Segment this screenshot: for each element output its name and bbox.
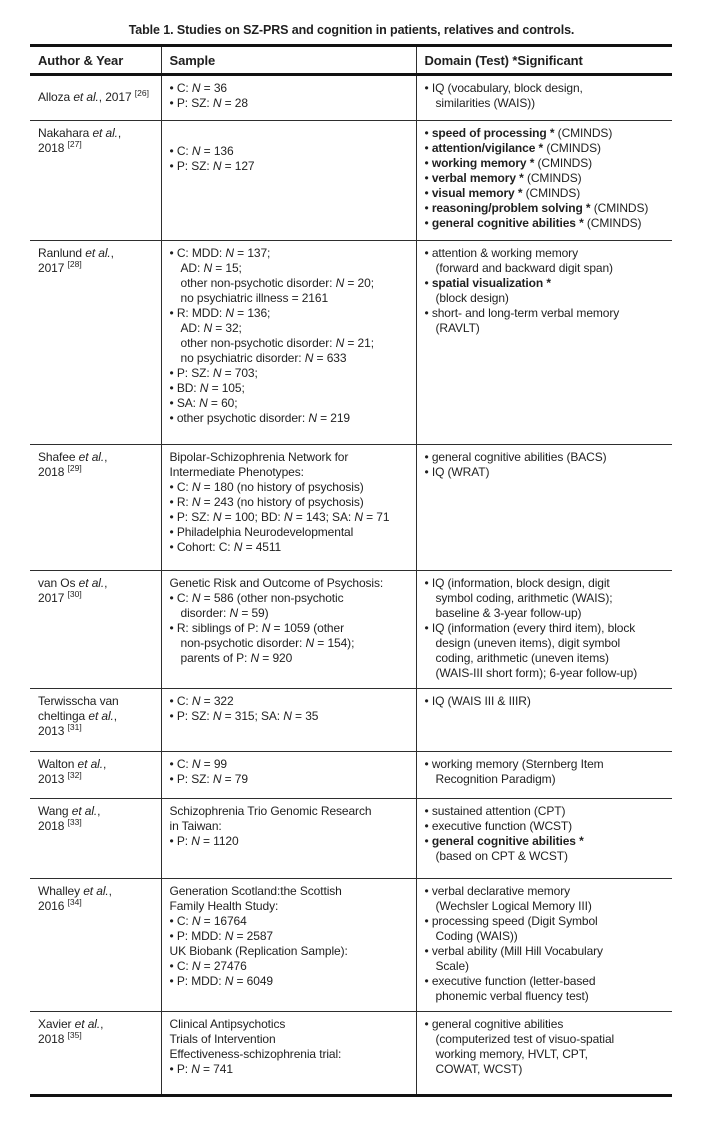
text-line: cheltinga et al., [38, 709, 118, 723]
text-line: no psychiatric illness = 2161 [180, 291, 329, 305]
text-line: Scale) [435, 959, 469, 973]
sample-cell [161, 799, 416, 879]
author-cell [30, 879, 161, 1012]
text-line: • R: MDD: N = 136; [169, 306, 271, 320]
text-line: other non-psychotic disorder: N = 21; [180, 336, 374, 350]
text-line: Schizophrenia Trio Genomic Research [169, 804, 372, 818]
text-line: • verbal memory * (CMINDS) [424, 171, 582, 185]
domain-cell [416, 445, 672, 571]
author-cell [30, 571, 161, 689]
sample-cell [161, 752, 416, 799]
text-line: 2018 [27] [38, 139, 82, 155]
text-line: • processing speed (Digit Symbol [424, 914, 598, 928]
text-line: • executive function (letter-based [424, 974, 596, 988]
column-header-domain: Domain (Test) *Significant [416, 46, 672, 75]
domain-cell [416, 689, 672, 752]
text-line: • IQ (information, block design, digit [424, 576, 610, 590]
sample-cell [161, 75, 416, 121]
text-line: (Wechsler Logical Memory III) [435, 899, 592, 913]
text-line: • speed of processing * (CMINDS) [424, 126, 613, 140]
text-line: (forward and backward digit span) [435, 261, 613, 275]
text-line: phonemic verbal fluency test) [435, 989, 589, 1003]
text-line: (WAIS-III short form); 6-year follow-up) [435, 666, 638, 680]
text-line: • verbal declarative memory [424, 884, 571, 898]
header-row [30, 46, 672, 75]
author-cell [30, 445, 161, 571]
text-line: • IQ (WRAT) [424, 465, 490, 479]
text-line: • C: N = 99 [169, 757, 227, 771]
text-line: • P: SZ: N = 315; SA: N = 35 [169, 709, 319, 723]
text-line: • attention & working memory [424, 246, 578, 260]
table-title: Table 1. Studies on SZ-PRS and cognition in patients, relatives and controls. [128, 23, 575, 37]
text-line: Effectiveness-schizophrenia trial: [169, 1047, 342, 1061]
text-line: UK Biobank (Replication Sample): [169, 944, 348, 958]
text-line: disorder: N = 59) [180, 606, 269, 620]
text-line: Whalley et al., [38, 884, 112, 898]
text-line: 2017 [28] [38, 259, 82, 275]
text-line: 2018 [33] [38, 817, 82, 833]
text-line: • SA: N = 60; [169, 396, 238, 410]
text-line: • working memory * (CMINDS) [424, 156, 593, 170]
domain-cell [416, 1012, 672, 1096]
domain-cell [416, 752, 672, 799]
text-line: Trials of Intervention [169, 1032, 276, 1046]
text-line: • C: N = 322 [169, 694, 234, 708]
table-row [30, 689, 672, 752]
table-body [30, 75, 672, 1096]
table-row [30, 799, 672, 879]
text-line: Alloza et al., 2017 [26] [38, 87, 149, 104]
text-line: 2018 [29] [38, 463, 82, 479]
author-cell [30, 1012, 161, 1096]
text-line: • C: N = 36 [169, 81, 227, 95]
text-line: design (uneven items), digit symbol [435, 636, 621, 650]
text-line: Clinical Antipsychotics [169, 1017, 286, 1031]
sample-cell [161, 445, 416, 571]
text-line: • C: N = 586 (other non-psychotic [169, 591, 344, 605]
text-line: Wang et al., [38, 804, 101, 818]
text-line: • working memory (Sternberg Item [424, 757, 604, 771]
text-line: • sustained attention (CPT) [424, 804, 566, 818]
text-line: • C: N = 16764 [169, 914, 247, 928]
text-line: • other psychotic disorder: N = 219 [169, 411, 350, 425]
text-line: • C: MDD: N = 137; [169, 246, 271, 260]
text-line: (RAVLT) [435, 321, 480, 335]
text-line: other non-psychotic disorder: N = 20; [180, 276, 374, 290]
text-line: • P: SZ: N = 127 [169, 159, 255, 173]
table-row [30, 1012, 672, 1096]
text-line: • IQ (vocabulary, block design, [424, 81, 583, 95]
text-line: • P: SZ: N = 100; BD: N = 143; SA: N = 71 [169, 510, 390, 524]
sample-cell [161, 571, 416, 689]
table-row [30, 121, 672, 241]
text-line: • short- and long-term verbal memory [424, 306, 620, 320]
text-line: working memory, HVLT, CPT, [435, 1047, 588, 1061]
text-line: • P: MDD: N = 2587 [169, 929, 273, 943]
text-line: • C: N = 180 (no history of psychosis) [169, 480, 364, 494]
text-line: • IQ (WAIS III & IIIR) [424, 694, 531, 708]
text-line: van Os et al., [38, 576, 108, 590]
text-line: • R: siblings of P: N = 1059 (other [169, 621, 344, 635]
text-line: in Taiwan: [169, 819, 222, 833]
text-line: (computerized test of visuo-spatial [435, 1032, 615, 1046]
text-line: • general cognitive abilities * [424, 834, 584, 848]
sample-cell [161, 689, 416, 752]
text-line: non-psychotic disorder: N = 154); [180, 636, 355, 650]
text-line: coding, arithmetic (uneven items) [435, 651, 609, 665]
text-line: Intermediate Phenotypes: [169, 465, 304, 479]
sample-cell [161, 879, 416, 1012]
domain-cell [416, 75, 672, 121]
text-line: • P: N = 741 [169, 1062, 233, 1076]
table-row [30, 752, 672, 799]
text-line: AD: N = 32; [180, 321, 242, 335]
domain-cell [416, 799, 672, 879]
text-line: • P: SZ: N = 28 [169, 96, 248, 110]
text-line: symbol coding, arithmetic (WAIS); [435, 591, 613, 605]
table-row [30, 879, 672, 1012]
text-line: Family Health Study: [169, 899, 279, 913]
table-row [30, 241, 672, 445]
table-row [30, 75, 672, 121]
text-line: • P: SZ: N = 79 [169, 772, 248, 786]
text-line: 2013 [32] [38, 770, 82, 786]
text-line: 2013 [31] [38, 722, 82, 738]
text-line: Terwisscha van [38, 694, 119, 708]
author-cell [30, 752, 161, 799]
domain-cell [416, 241, 672, 445]
text-line: 2017 [30] [38, 589, 82, 605]
text-line: Bipolar-Schizophrenia Network for [169, 450, 349, 464]
author-cell [30, 799, 161, 879]
text-line: COWAT, WCST) [435, 1062, 523, 1076]
author-cell [30, 121, 161, 241]
table-row [30, 571, 672, 689]
column-header-sample: Sample [161, 46, 416, 75]
text-line: • C: N = 136 [169, 144, 234, 158]
text-line: • visual memory * (CMINDS) [424, 186, 581, 200]
text-line: • general cognitive abilities (BACS) [424, 450, 607, 464]
text-line: 2018 [35] [38, 1030, 82, 1046]
table-header [30, 46, 672, 75]
text-line: Generation Scotland:the Scottish [169, 884, 342, 898]
table-row [30, 445, 672, 571]
text-line: • Philadelphia Neurodevelopmental [169, 525, 354, 539]
text-line: • general cognitive abilities * (CMINDS) [424, 216, 642, 230]
text-line: no psychiatric disorder: N = 633 [180, 351, 347, 365]
text-line: • reasoning/problem solving * (CMINDS) [424, 201, 649, 215]
text-line: • BD: N = 105; [169, 381, 245, 395]
text-line: • IQ (information (every third item), block [424, 621, 636, 635]
text-line: • P: SZ: N = 703; [169, 366, 258, 380]
text-line: Genetic Risk and Outcome of Psychosis: [169, 576, 384, 590]
domain-cell [416, 571, 672, 689]
text-line: Xavier et al., [38, 1017, 104, 1031]
text-line: AD: N = 15; [180, 261, 242, 275]
text-line: • P: MDD: N = 6049 [169, 974, 273, 988]
studies-table [30, 44, 672, 1097]
text-line: Ranlund et al., [38, 246, 114, 260]
sample-cell [161, 241, 416, 445]
text-line: • verbal ability (Mill Hill Vocabulary [424, 944, 603, 958]
text-line: • attention/vigilance * (CMINDS) [424, 141, 601, 155]
column-header-author-year: Author & Year [30, 46, 161, 75]
text-line: Recognition Paradigm) [435, 772, 556, 786]
text-line: • executive function (WCST) [424, 819, 573, 833]
author-cell [30, 75, 161, 121]
text-line: 2016 [34] [38, 897, 82, 913]
text-line: parents of P: N = 920 [180, 651, 293, 665]
text-line: Nakahara et al., [38, 126, 122, 140]
domain-cell [416, 879, 672, 1012]
text-line: Shafee et al., [38, 450, 108, 464]
text-line: • R: N = 243 (no history of psychosis) [169, 495, 364, 509]
text-line: • Cohort: C: N = 4511 [169, 540, 282, 554]
text-line: Walton et al., [38, 757, 107, 771]
sample-cell [161, 121, 416, 241]
author-cell [30, 241, 161, 445]
text-line: • C: N = 27476 [169, 959, 247, 973]
text-line: similarities (WAIS)) [435, 96, 536, 110]
text-line: • P: N = 1120 [169, 834, 239, 848]
text-line: • spatial visualization * [424, 276, 551, 290]
text-line: Coding (WAIS)) [435, 929, 518, 943]
text-line: • general cognitive abilities [424, 1017, 564, 1031]
text-line: (based on CPT & WCST) [435, 849, 568, 863]
author-cell [30, 689, 161, 752]
text-line: (block design) [435, 291, 509, 305]
text-line: baseline & 3-year follow-up) [435, 606, 582, 620]
sample-cell [161, 1012, 416, 1096]
domain-cell [416, 121, 672, 241]
